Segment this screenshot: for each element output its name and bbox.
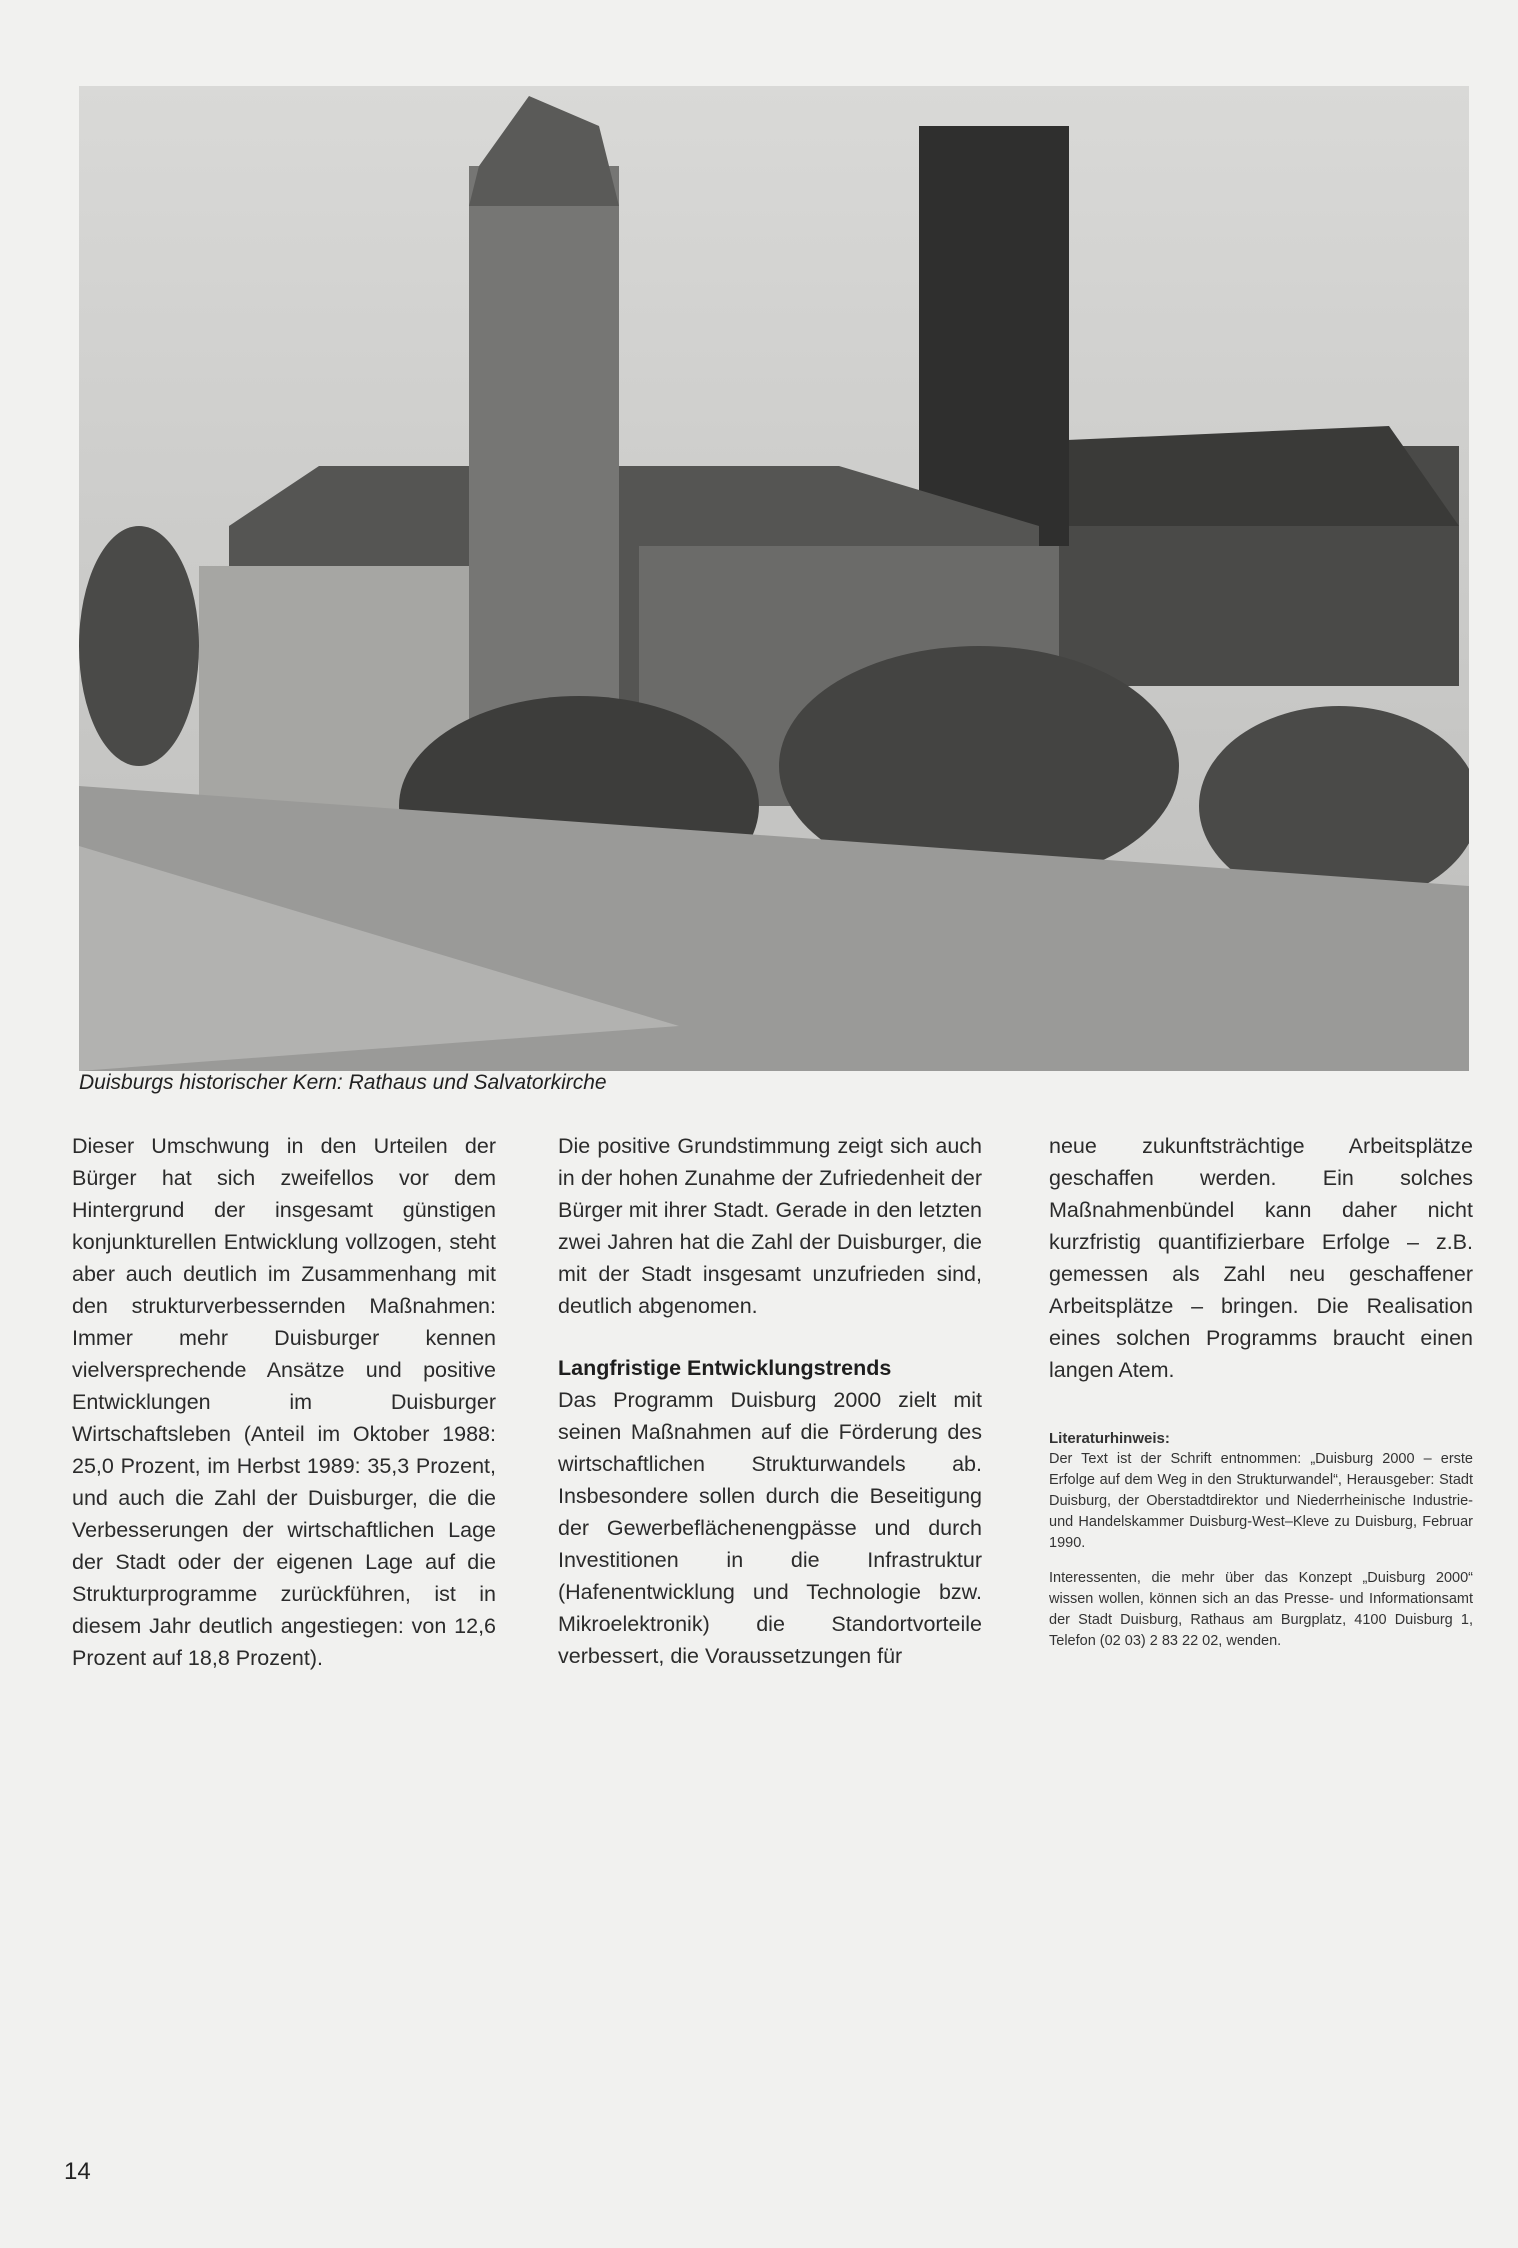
body-paragraph: Das Programm Duisburg 2000 zielt mit seinen Maßnahmen auf die Förderung des wirtschaftlichen Strukturwandels ab. Insbesondere sollen durch die Beseitigung der Gewerbeflächenengpässe und durch Investitionen in die Infrastruktur (Hafenentwicklung und Technologie bzw. Mikroelektronik) die Standortvorteile verbessert, die Voraussetzungen für: [558, 1388, 982, 1668]
text-column-1: [72, 1130, 496, 1674]
section-heading: Langfristige Entwicklungstrends: [558, 1356, 892, 1380]
literature-contact: Interessenten, die mehr über das Konzept „Duisburg 2000“ wissen wollen, können sich an das Presse- und Informationsamt der Stadt Duisburg, Rathaus am Burgplatz, 4100 Duisburg 1, Telefon (02 03) 2 83 22 02, wenden.: [1049, 1570, 1473, 1649]
photo-caption: Duisburgs historischer Kern: Rathaus und Salvatorkirche: [79, 1071, 607, 1094]
page-number: 14: [64, 2158, 91, 2185]
literature-source: Der Text ist der Schrift entnommen: „Duisburg 2000 – erste Erfolge auf dem Weg in den Strukturwandel“, Herausgeber: Stadt Duisburg, der Oberstadtdirektor und Niederrheinische Industrie- und Handelskammer Duisburg-West–Kleve zu Duisburg, Februar 1990.: [1049, 1451, 1473, 1551]
city-hall-photo: [79, 86, 1469, 1071]
literature-heading: Literaturhinweis:: [1049, 1430, 1170, 1447]
body-paragraph: neue zukunftsträchtige Arbeitsplätze geschaffen werden. Ein solches Maßnahmenbündel kann daher nicht kurzfristig quantifizierbare Erfolge – z.B. gemessen als Zahl neu geschaffener Arbeitsplätze – bringen. Die Realisation eines solchen Programms braucht einen langen Atem.: [1049, 1134, 1473, 1382]
text-column-3: [1049, 1130, 1473, 1666]
body-paragraph: Die positive Grundstimmung zeigt sich auch in der hohen Zunahme der Zufriedenheit der Bürger mit ihrer Stadt. Gerade in den letzten zwei Jahren hat die Zahl der Duisburger, die mit der Stadt insgesamt unzufrieden sind, deutlich abgenomen.: [558, 1134, 982, 1318]
body-paragraph: Dieser Umschwung in den Urteilen der Bürger hat sich zweifellos vor dem Hintergrund der insgesamt günstigen konjunkturellen Entwicklung vollzogen, steht aber auch deutlich im Zusammenhang mit den strukturverbessernden Maßnahmen: Immer mehr Duisburger kennen vielversprechende Ansätze und positive Entwicklungen im Duisburger Wirtschaftsleben (Anteil im Oktober 1988: 25,0 Prozent, im Herbst 1989: 35,3 Prozent, und auch die Zahl der Duisburger, die die Verbesserungen der wirtschaftlichen Lage der Stadt oder der eigenen Lage auf die Strukturprogramme zurückführen, ist in diesem Jahr deutlich angestiegen: von 12,6 Prozent auf 18,8 Prozent).: [72, 1134, 496, 1670]
literature-note: [1049, 1428, 1473, 1652]
photo-illustration: [79, 86, 1469, 1071]
text-column-2: [558, 1130, 982, 1672]
